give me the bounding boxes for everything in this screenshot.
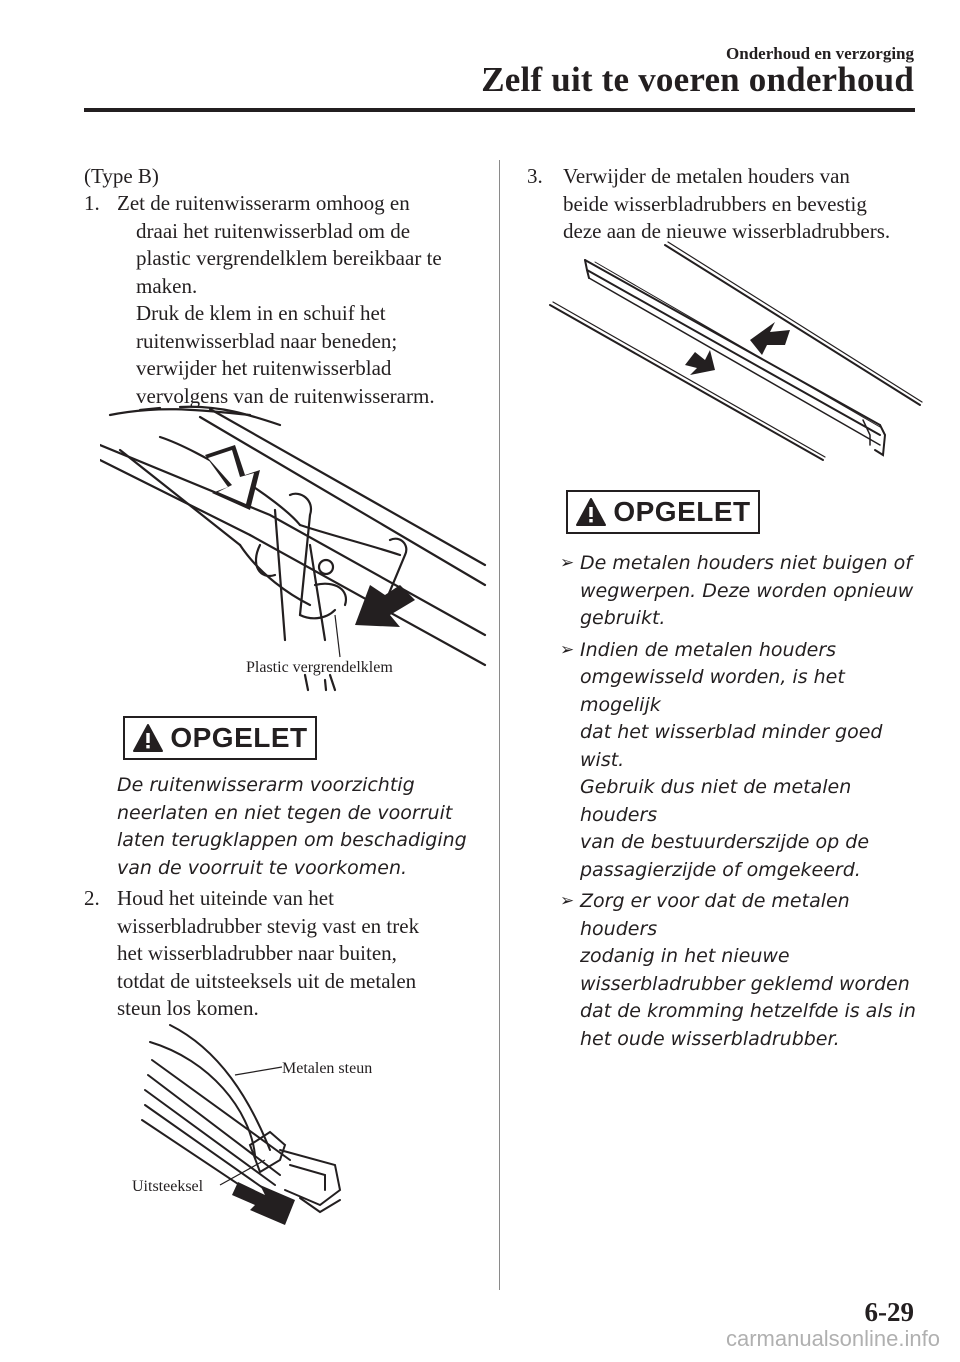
step-1	[84, 190, 484, 420]
page-title: Zelf uit te voeren onderhoud	[481, 60, 914, 99]
bullet-line: het oude wisserbladrubber.	[580, 1027, 840, 1050]
bullet-line: dat het wisserblad minder goed wist.	[580, 721, 883, 771]
step-1-line: ruitenwisserblad naar beneden;	[136, 328, 398, 353]
step-2-line: totdat de uitsteeksels uit de metalen	[117, 968, 417, 993]
step-2-number: 2.	[84, 886, 100, 910]
step-2	[84, 885, 484, 1035]
page-number: 6-29	[864, 1297, 914, 1327]
figure-wiper-clip	[100, 405, 490, 695]
bullet-line: Zorg er voor dat de metalen houders	[580, 890, 850, 940]
step-2-line: het wisserbladrubber naar buiten,	[117, 941, 397, 965]
bullet-arrow-icon: ➢	[560, 891, 575, 911]
bullet-line: Gebruik dus niet de metalen houders	[580, 776, 852, 826]
figure-metal-support	[140, 1020, 360, 1240]
caution-label: OPGELET	[613, 496, 751, 527]
bullet-line: zodanig in het nieuwe	[580, 945, 790, 967]
figure-label-metal-support: Metalen steun	[282, 1060, 373, 1077]
bullet-arrow-icon: ➢	[560, 639, 575, 660]
step-2-line: Houd het uiteinde van het	[117, 886, 334, 910]
caution-line: neerlaten en niet tegen de voorruit	[117, 801, 453, 824]
bullet-line: passagierzijde of omgekeerd.	[580, 858, 861, 881]
warning-triangle-icon	[132, 723, 164, 753]
bullet-arrow-icon: ➢	[560, 553, 575, 573]
caution-bullet	[560, 637, 930, 885]
bullet-line: van de bestuurderszijde op de	[580, 831, 870, 853]
type-heading: (Type B)	[84, 164, 159, 188]
warning-triangle-icon	[575, 497, 607, 527]
bullet-line: wisserbladrubber geklemd worden	[580, 972, 910, 995]
caution-line: laten terugklappen om beschadiging	[117, 829, 467, 851]
step-1-line: Druk de klem in en schuif het	[136, 301, 386, 325]
caution-box	[566, 490, 760, 534]
step-1-line: vervolgens van de ruitenwisserarm.	[136, 383, 435, 408]
step-1-line: draai het ruitenwisserblad om de	[136, 218, 411, 243]
figure-wiper-rubbers	[545, 240, 935, 470]
figure-label-protrusion: Uitsteeksel	[132, 1178, 204, 1195]
bullet-line: Indien de metalen houders	[580, 638, 837, 661]
step-1-number: 1.	[84, 191, 100, 215]
caution-bullet	[560, 550, 930, 633]
bullet-line: omgewisseld worden, is het mogelijk	[580, 666, 845, 716]
bullet-line: gebruikt.	[580, 607, 666, 629]
figure-label-clip: Plastic vergrendelklem	[246, 659, 393, 676]
caution-line: van de voorruit te voorkomen.	[117, 856, 408, 879]
step-2-line: steun los komen.	[117, 996, 259, 1020]
step-3-number: 3.	[527, 164, 543, 188]
step-2-line: wisserbladrubber stevig vast en trek	[117, 913, 420, 938]
section-header: Onderhoud en verzorging	[726, 44, 914, 63]
column-divider	[499, 160, 500, 1290]
step-3-line: deze aan de nieuwe wisserbladrubbers.	[563, 219, 891, 243]
step-3-line: Verwijder de metalen houders van	[563, 164, 850, 188]
caution-box	[123, 716, 317, 760]
caution-line: De ruitenwisserarm voorzichtig	[117, 774, 415, 796]
caution-bullet-list	[560, 550, 930, 1053]
step-3-line: beide wisserbladrubbers en bevestig	[563, 191, 867, 216]
bullet-line: wegwerpen. Deze worden opnieuw	[580, 579, 914, 602]
step-1-line: plastic vergrendelklem bereikbaar te	[136, 246, 442, 270]
caution-bullet	[560, 888, 930, 1053]
watermark[interactable]: carmanualsonline.info	[725, 1326, 940, 1351]
step-1-line: Zet de ruitenwisserarm omhoog en	[117, 191, 410, 215]
bullet-line: dat de kromming hetzelfde is als in	[580, 1000, 916, 1022]
caution-label: OPGELET	[170, 722, 308, 753]
caution-text	[117, 772, 467, 882]
step-1-line: maken.	[136, 273, 198, 298]
header-rule	[84, 108, 915, 112]
bullet-line: De metalen houders niet buigen of	[580, 552, 912, 574]
step-1-line: verwijder het ruitenwisserblad	[136, 356, 392, 380]
